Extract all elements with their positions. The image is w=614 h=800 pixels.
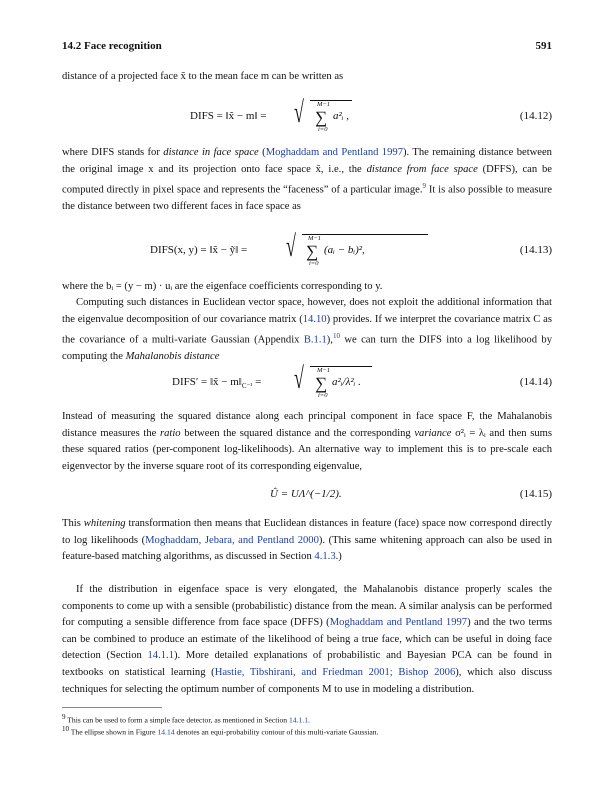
- text: ), which also discuss techniques for selecting the optimum number of components M to use in modeling a distribution.: [62, 666, 552, 695]
- appendix-link[interactable]: B.1.1: [303, 334, 327, 346]
- text: we can turn the DIFS into a log likelihood by computing the: [62, 334, 552, 363]
- paragraph-4: [62, 295, 552, 366]
- equation-subscript: C⁻¹: [241, 382, 253, 391]
- equation-lhs: DIFS(x, y) = ‖x̃ − ỹ‖ =: [150, 244, 248, 256]
- equation-term: a²ᵢ/λ²ᵢ .: [332, 376, 361, 388]
- footnote-text: The ellipse shown in Figure: [69, 727, 158, 737]
- section-link[interactable]: 4.1.3: [314, 551, 336, 563]
- text: Computing such distances in Euclidean vector space, however, does not exploit the additional information that the eigenvalue decomposition of our covariance matrix (: [62, 297, 552, 325]
- emphasis: distance from face space: [366, 163, 478, 175]
- emphasis: ratio: [159, 427, 181, 439]
- summation-sign: ∑: [306, 242, 319, 261]
- footnote-number: 9: [62, 713, 66, 721]
- paragraph-5: [62, 409, 552, 475]
- footnote-marker[interactable]: 10: [332, 332, 340, 341]
- citation-link[interactable]: Hastie, Tibshirani, and Friedman 2001; Bishop 2006: [214, 666, 456, 678]
- emphasis: whitening: [83, 518, 126, 529]
- section-title: 14.2 Face recognition: [62, 40, 162, 52]
- equation-lhs: DIFS = ‖x̃ − m‖ =: [190, 110, 267, 122]
- footnote-text: This can be used to form a simple face detector, as mentioned in Section: [65, 715, 290, 725]
- text: (DFFS), can be computed directly in pixel space and represents the “faceness” of a particular image.: [62, 163, 552, 196]
- footnote-text: denotes an equi-probability contour of this multi-variate Gaussian.: [174, 727, 379, 737]
- sum-lower-limit: i=0: [309, 260, 319, 267]
- text: ). The remaining distance between the original image x and its projection onto face space x̃, i.e., the: [62, 147, 552, 175]
- equation-14-12: [62, 96, 552, 136]
- equation-expression: Û = UΛ^(−1/2).: [270, 488, 342, 500]
- citation-link[interactable]: Moghaddam and Pentland 1997: [265, 147, 403, 158]
- equation-14-13: [62, 230, 552, 270]
- paragraph-1: distance of a projected face x̃ to the mean face m can be written as: [62, 71, 344, 82]
- text: ). More detailed explanations of probabilistic and Bayesian PCA can be found in textbooks on statistical learning (: [62, 650, 552, 678]
- text: transformation then means that Euclidean distances in feature (face) space now correspond directly to log likelihoods (: [62, 518, 553, 546]
- text: If the distribution in eigenface space is very elongated, the Mahalanobis distance properly scales the components to come up with a sensible (probabilistic) distance from the mean. A similar analysis can be performed for computing a sensible difference from face space (DFFS) (: [62, 584, 552, 629]
- equation-term: (aᵢ − bᵢ)²,: [324, 244, 365, 256]
- equation-14-14: [62, 362, 552, 402]
- paragraph-2: [62, 145, 552, 216]
- paragraph-3: where the bᵢ = (y − m) · uᵢ are the eigenface coefficients corresponding to y.: [62, 281, 383, 292]
- equation-link[interactable]: 14.10: [302, 313, 327, 325]
- text: This: [62, 518, 84, 529]
- emphasis: Mahalanobis distance: [125, 351, 220, 363]
- summation-sign: ∑: [315, 374, 328, 393]
- footnote-text: .: [308, 715, 310, 725]
- equation-number: (14.15): [519, 488, 552, 500]
- equals-sign: =: [255, 376, 262, 388]
- sqrt-sign: √: [294, 96, 304, 129]
- text: ). (This same whitening approach can also be used in feature-based matching algorithms, as discussed in Section: [62, 534, 552, 563]
- section-link[interactable]: 14.1.1: [289, 715, 308, 725]
- text: between the squared distance and the corresponding: [180, 427, 415, 439]
- paragraph-6: [62, 516, 552, 566]
- sum-lower-limit: i=0: [318, 392, 328, 399]
- equation-14-15: [62, 482, 552, 506]
- summation-sign: ∑: [315, 108, 328, 127]
- footnote-marker[interactable]: 9: [422, 182, 426, 191]
- equation-number: (14.13): [519, 244, 552, 256]
- text: Instead of measuring the squared distance along each principal component in face space F, the Mahalanobis distance measures the: [62, 411, 552, 439]
- text: ) and the two terms can be combined to produce an estimate of the likelihood of being a true face, which can be useful in doing face detection (Section: [62, 617, 552, 662]
- emphasis: distance in face space: [163, 147, 259, 158]
- footnote-rule: [62, 707, 162, 708]
- footnote-10: [62, 724, 552, 738]
- sum-upper-limit: M−1: [308, 235, 322, 242]
- text: .): [335, 551, 342, 563]
- equation-number: (14.12): [519, 110, 552, 122]
- figure-link[interactable]: 14.14: [157, 727, 175, 737]
- equation-number: (14.14): [519, 376, 552, 388]
- text: (: [258, 147, 266, 158]
- text: ),: [326, 334, 333, 346]
- section-link[interactable]: 14.1.1: [147, 650, 174, 662]
- text: where DIFS stands for: [62, 147, 164, 158]
- text: σ²ᵢ = λᵢ and then sums these squared ratios (per-component log-likelihoods). An alternative way to implement this is to pre-scale each eigenvector by the inverse square root of its corresponding eigenvalue,: [62, 427, 553, 472]
- paragraph-7: [62, 582, 552, 698]
- emphasis: variance: [414, 427, 452, 439]
- equation-lhs-text: DIFS′ = ‖x̃ − m‖: [172, 376, 242, 388]
- running-header: [62, 40, 552, 52]
- sum-lower-limit: i=0: [318, 126, 328, 133]
- sqrt-sign: √: [286, 230, 296, 263]
- text: ) provides. If we interpret the covariance matrix C as the covariance of a multi-variate Gaussian (Appendix: [62, 313, 552, 346]
- sqrt-sign: √: [294, 362, 304, 395]
- citation-link[interactable]: Moghaddam and Pentland 1997: [329, 617, 468, 629]
- footnote-number: 10: [62, 725, 69, 733]
- text: It is also possible to measure the distance between two different faces in face space as: [62, 184, 552, 213]
- equation-term: a²ᵢ ,: [333, 110, 350, 122]
- page-number: 591: [535, 40, 552, 52]
- sum-upper-limit: M−1: [317, 101, 331, 108]
- sum-upper-limit: M−1: [317, 367, 331, 374]
- citation-link[interactable]: Moghaddam, Jebara, and Pentland 2000: [145, 534, 319, 546]
- equation-lhs: [172, 376, 261, 390]
